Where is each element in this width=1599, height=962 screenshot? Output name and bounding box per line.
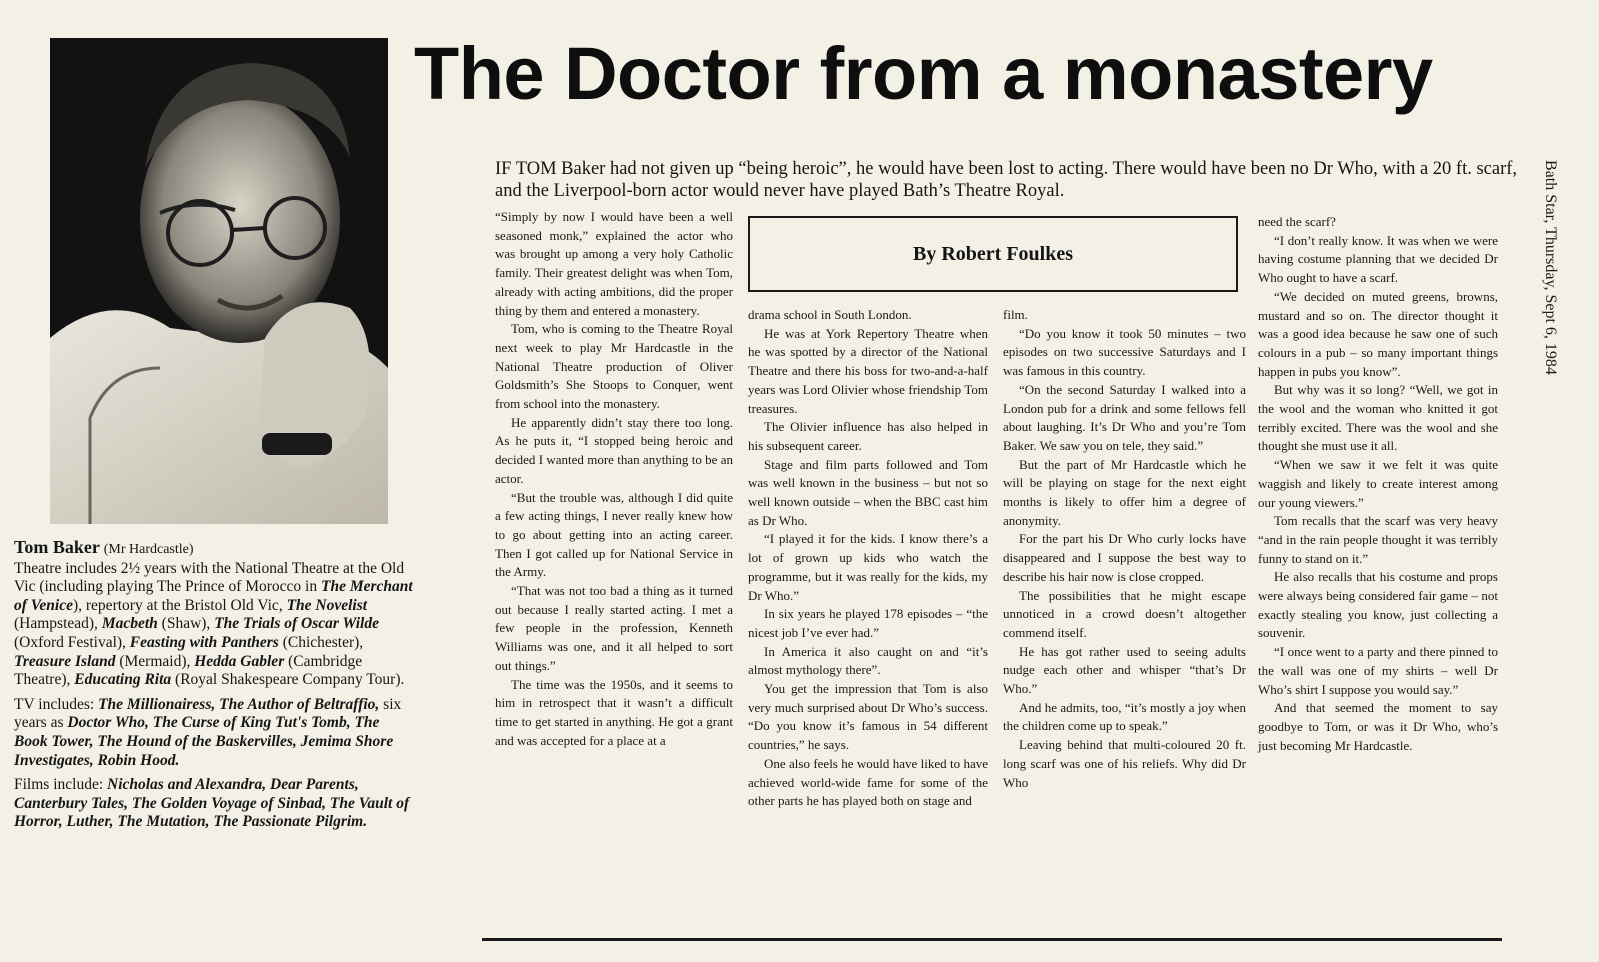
article-paragraph: “Simply by now I would have been a well seasoned monk,” explained the actor who was brought up among a very holy Catholic family. Their greatest delight was when Tom, already with acting ambitions, did the proper thing by them and entered a monastery.	[495, 209, 733, 318]
article-column-4	[1258, 213, 1498, 755]
article-column-1	[495, 208, 733, 750]
article-paragraph: “But the trouble was, although I did quite a few acting things, I never really knew how to go about getting into an acting career. Then I got called up for National Service in the Army.	[495, 489, 733, 580]
credit-text: (Shaw),	[157, 615, 215, 633]
article-paragraph: In six years he played 178 episodes – “the nicest job I’ve ever had.”	[748, 606, 988, 640]
article-paragraph: But the part of Mr Hardcastle which he will be playing on stage for the next eight months is likely to offer him a degree of anonymity.	[1003, 456, 1246, 528]
caption-role: (Mr Hardcastle)	[103, 542, 194, 557]
article-paragraph: One also feels he would have liked to have achieved world-wide fame for some of the other parts he has played both on stage and	[748, 755, 988, 809]
intro-paragraph: IF TOM Baker had not given up “being heroic”, he would have been lost to acting. There would have been no Dr Who, with a 20 ft. scarf, and the Liverpool-born actor would never have played Bath’s Theatre Royal.	[495, 159, 1518, 201]
credit-title: The Novelist	[286, 596, 368, 614]
article-paragraph: In America it also caught on and “it’s almost mythology there”.	[748, 643, 988, 678]
credit-text: (Hampstead),	[14, 615, 102, 633]
article-paragraph: He apparently didn’t stay there too long. As he puts it, “I stopped being heroic and decided I wanted more than anything to be an actor.	[495, 414, 733, 486]
bottom-rule	[482, 938, 1502, 941]
article-paragraph: Stage and film parts followed and Tom was well known in the business – but not so well known outside – when the BBC cast him as Dr Who.	[748, 456, 988, 528]
credit-title: Hedda Gabler	[194, 652, 285, 670]
credit-title: Macbeth	[101, 615, 158, 633]
credit-text: six years as	[14, 695, 402, 732]
article-paragraph: He also recalls that his costume and props were always being considered fair game – not exactly stealing you know, just collecting a souvenir.	[1258, 569, 1498, 641]
article-paragraph: “On the second Saturday I walked into a London pub for a drink and some fellows fell about laughing. It’s Dr Who and you’re Tom Baker. We saw you on tele, they said.”	[1003, 381, 1246, 453]
article-paragraph: And he admits, too, “it’s mostly a joy when the children come up to speak.”	[1003, 699, 1246, 734]
caption-name: Tom Baker	[14, 537, 100, 557]
article-paragraph: need the scarf?	[1258, 214, 1336, 229]
article-paragraph: Tom, who is coming to the Theatre Royal next week to play Mr Hardcastle in the National Theatre production of Oliver Goldsmith’s She Stoops to Conquer, went from school into the monastery.	[495, 321, 733, 412]
article-paragraph: “Do you know it took 50 minutes – two episodes on two successive Saturdays and I was famous in this country.	[1003, 325, 1246, 379]
caption-theatre	[14, 560, 413, 689]
article-paragraph: “I once went to a party and there pinned to the wall was one of my shirts – well Dr Who’s shirt I suppose you would say.”	[1258, 644, 1498, 697]
portrait-icon	[50, 38, 388, 524]
article-paragraph: “I don’t really know. It was when we were having costume planning that we decided Dr Who ought to have a scarf.	[1258, 232, 1498, 286]
article-paragraph: “When we saw it we felt it was quite waggish and likely to create interest among our young viewers.”	[1258, 457, 1498, 510]
article-paragraph: But why was it so long? “Well, we got in the wool and the woman who knitted it got terribly excited. There was the wool and she thought she must use it all.	[1258, 382, 1498, 454]
credit-text: Theatre includes 2½ years with the National Theatre at the Old Vic (including playing The Prince of Morocco in	[14, 559, 405, 596]
credit-text: (Chichester),	[278, 633, 364, 651]
credit-text: Films include:	[14, 776, 107, 794]
credit-text: ), repertory at the Bristol Old Vic,	[72, 596, 287, 614]
credit-title: The Trials of Oscar Wilde	[214, 615, 379, 633]
portrait-photo	[50, 38, 388, 524]
article-column-2	[748, 306, 988, 811]
credit-title: The Millionairess, The Author of Beltraffio,	[98, 695, 380, 713]
credit-text: TV includes:	[14, 695, 99, 713]
byline: By Robert Foulkes	[748, 216, 1238, 292]
article-paragraph: “That was not too bad a thing as it turned out because I really started acting. I met a few people in the profession, Kenneth Williams was one, and it all helped to sort out things.”	[495, 583, 733, 673]
article-paragraph: Leaving behind that multi-coloured 20 ft. long scarf was one of his reliefs. Why did Dr Who	[1003, 737, 1246, 790]
article-paragraph: The possibilities that he might escape unnoticed in a crowd doesn’t altogether commend itself.	[1003, 587, 1246, 640]
credit-title: Educating Rita	[74, 671, 172, 689]
article-paragraph: You get the impression that Tom is also very much surprised about Dr Who’s success. “Do you know it’s famous in 54 different countries,” he says.	[748, 681, 988, 753]
credit-title: Feasting with Panthers	[129, 633, 279, 651]
article-paragraph: film.	[1003, 307, 1028, 322]
photo-caption	[14, 538, 414, 838]
article-paragraph: drama school in South London.	[748, 307, 912, 322]
article-paragraph: He has got rather used to seeing adults nudge each other and whisper “that’s Dr Who.”	[1003, 643, 1246, 697]
credit-title: Nicholas and Alexandra, Dear Parents, Canterbury Tales, The Golden Voyage of Sinbad, The Vault of Horror, Luther, The Mutation, The Passionate Pilgrim.	[14, 776, 410, 831]
article-paragraph: For the part his Dr Who curly locks have disappeared and I suppose the best way to describe his hair now is close cropped.	[1003, 531, 1246, 584]
article-paragraph: “I played it for the kids. I know there’s a lot of grown up kids who watch the programme, but it was really for the kids, my Dr Who.”	[748, 531, 988, 603]
credit-title: Treasure Island	[14, 652, 116, 670]
article-paragraph: Tom recalls that the scarf was very heavy “and in the rain people thought it was terribly funny to stand on it.”	[1258, 513, 1498, 566]
article-paragraph: The time was the 1950s, and it seems to him in retrospect that it wasn’t a difficult time to get started in anything. He got a grant and was accepted for a place at a	[495, 676, 733, 748]
article-paragraph: The Olivier influence has also helped in his subsequent career.	[748, 419, 988, 453]
headline: The Doctor from a monastery	[414, 32, 1433, 115]
credit-text: (Mermaid),	[115, 652, 195, 670]
caption-films	[14, 776, 414, 832]
article-paragraph: And that seemed the moment to say goodbye to Tom, or was it Dr Who, who’s just becoming Mr Hardcastle.	[1258, 700, 1498, 753]
credit-text: (Oxford Festival),	[14, 633, 130, 651]
article-column-3	[1003, 306, 1246, 792]
credit-text: (Cambridge Theatre),	[14, 652, 363, 689]
caption-heading	[14, 538, 414, 690]
article-paragraph: He was at York Repertory Theatre when he was spotted by a director of the National Theatre and there his boss for two-and-a-half years was Lord Olivier whose friendship Tom treasures.	[748, 325, 988, 416]
credit-text: (Royal Shakespeare Company Tour).	[171, 671, 405, 689]
dateline: Bath Star, Thursday, Sept 6, 1984	[1542, 160, 1559, 375]
article-paragraph: “We decided on muted greens, browns, mustard and so on. The director thought it was a good idea because he saw one of such colours in a pub – so many important things happen in pubs you know”.	[1258, 288, 1498, 379]
credit-title: Doctor Who, The Curse of King Tut's Tomb, The Book Tower, The Hound of the Baskervilles, Jemima Shore Investigates, Robin Hood.	[14, 714, 394, 769]
caption-tv	[14, 696, 414, 770]
credit-title: The Merchant of Venice	[14, 578, 413, 614]
